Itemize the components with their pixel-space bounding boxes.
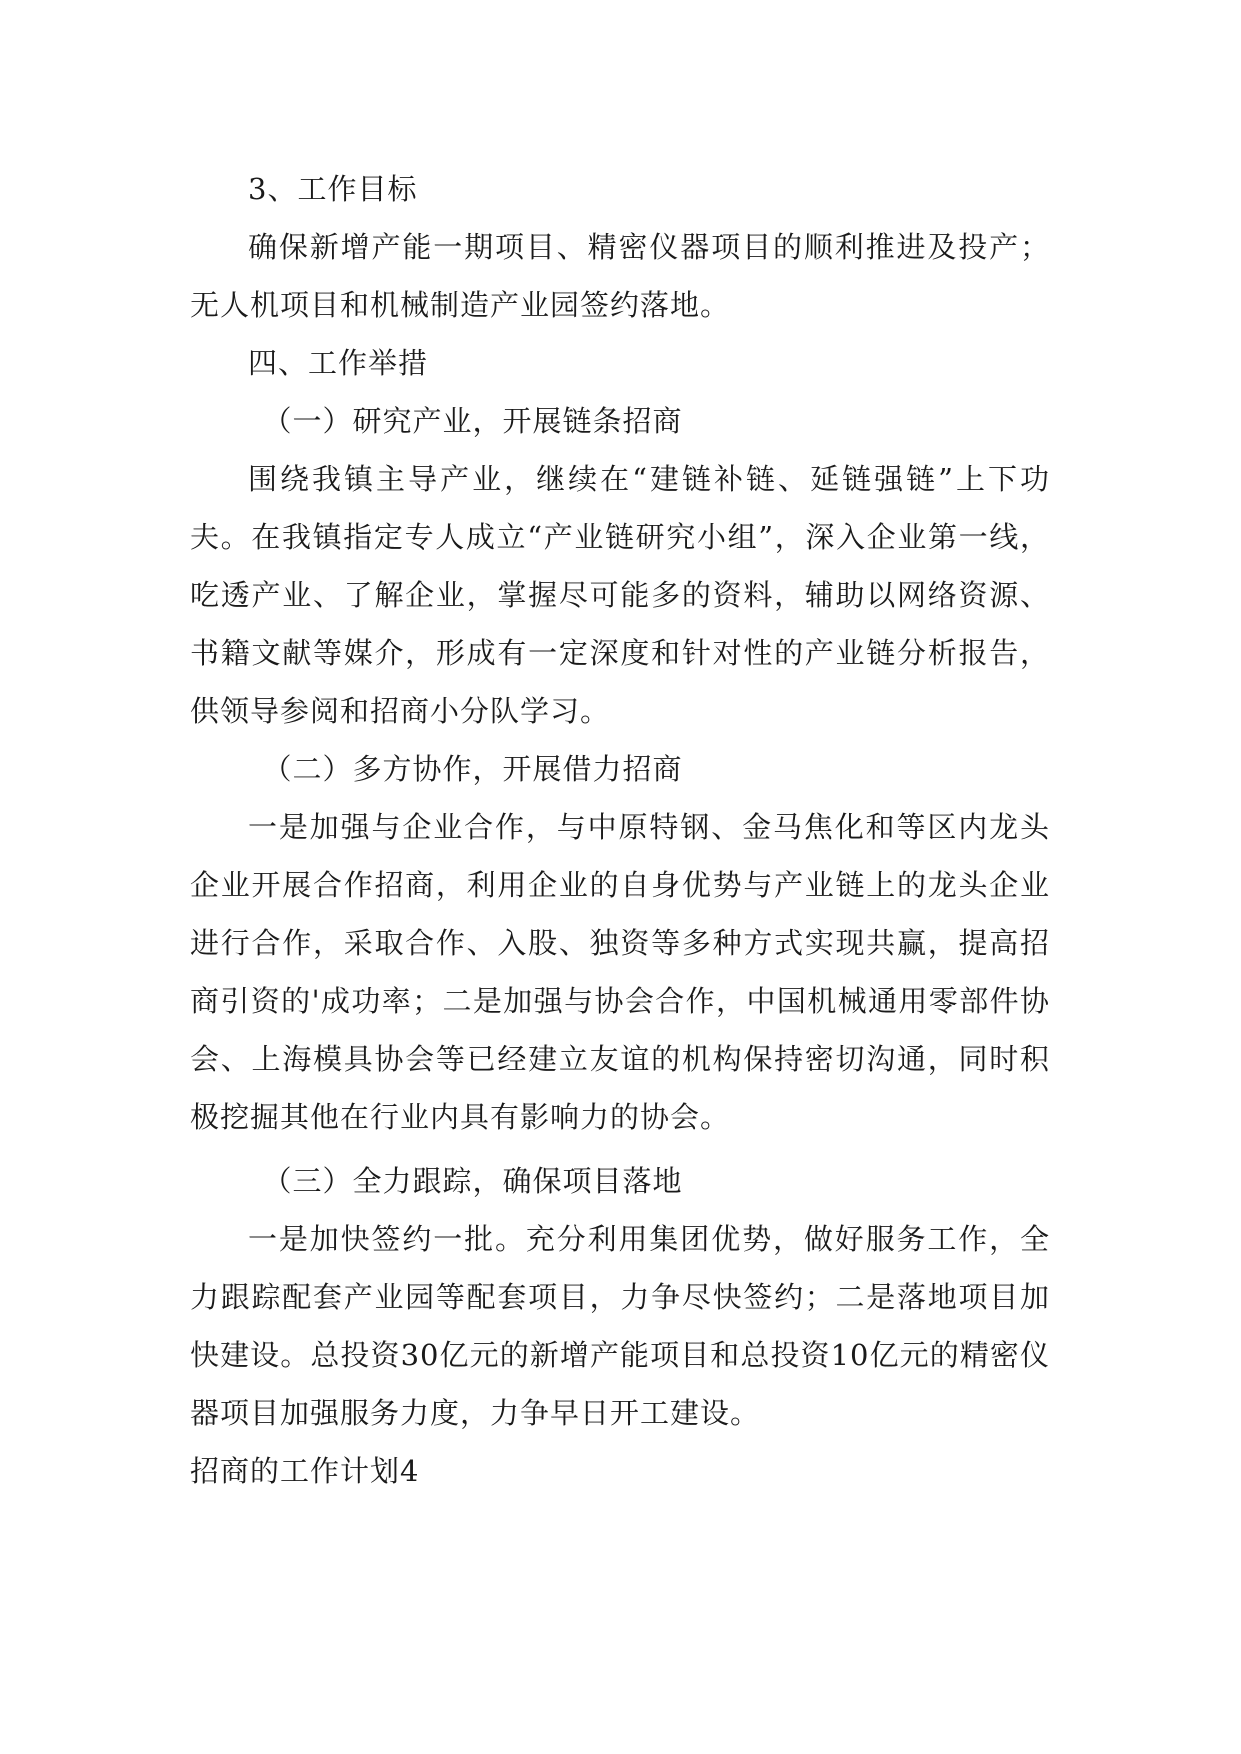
section-heading-goals: 3、工作目标	[248, 172, 418, 206]
paragraph-collaboration: 一是加强与企业合作，与中原特钢、金马焦化和等区内龙头企业开展合作招商，利用企业的自身优势与产业链上的龙头企业进行合作，采取合作、入股、独资等多种方式实现共赢，提高招商引资的'成功率；二是加强与协会合作，中国机械通用零部件协会、上海模具协会等已经建立友谊的机构保持密切沟通，同时积极挖掘其他在行业内具有影响力的协会。	[190, 810, 1050, 1134]
paragraph-industry-research: 围绕我镇主导产业，继续在“建链补链、延链强链”上下功夫。在我镇指定专人成立“产业链研究小组”，深入企业第一线，吃透产业、了解企业，掌握尽可能多的资料，辅助以网络资源、书籍文献等媒介，形成有一定深度和针对性的产业链分析报告，供领导参阅和招商小分队学习。	[190, 462, 1050, 728]
document-body	[190, 160, 1050, 1500]
subheading-industry-research: （一）研究产业，开展链条招商	[262, 404, 683, 438]
paragraph-goals: 确保新增产能一期项目、精密仪器项目的顺利推进及投产；无人机项目和机械制造产业园签约落地。	[190, 230, 1050, 322]
next-plan-title: 招商的工作计划4	[190, 1454, 420, 1488]
subheading-collaboration: （二）多方协作，开展借力招商	[262, 752, 683, 786]
paragraph-project-tracking: 一是加快签约一批。充分利用集团优势，做好服务工作，全力跟踪配套产业园等配套项目，力争尽快签约；二是落地项目加快建设。总投资30亿元的新增产能项目和总投资10亿元的精密仪器项目加强服务力度，力争早日开工建设。	[190, 1222, 1050, 1430]
section-heading-measures: 四、工作举措	[248, 346, 429, 380]
subheading-project-tracking: （三）全力跟踪，确保项目落地	[262, 1164, 683, 1198]
